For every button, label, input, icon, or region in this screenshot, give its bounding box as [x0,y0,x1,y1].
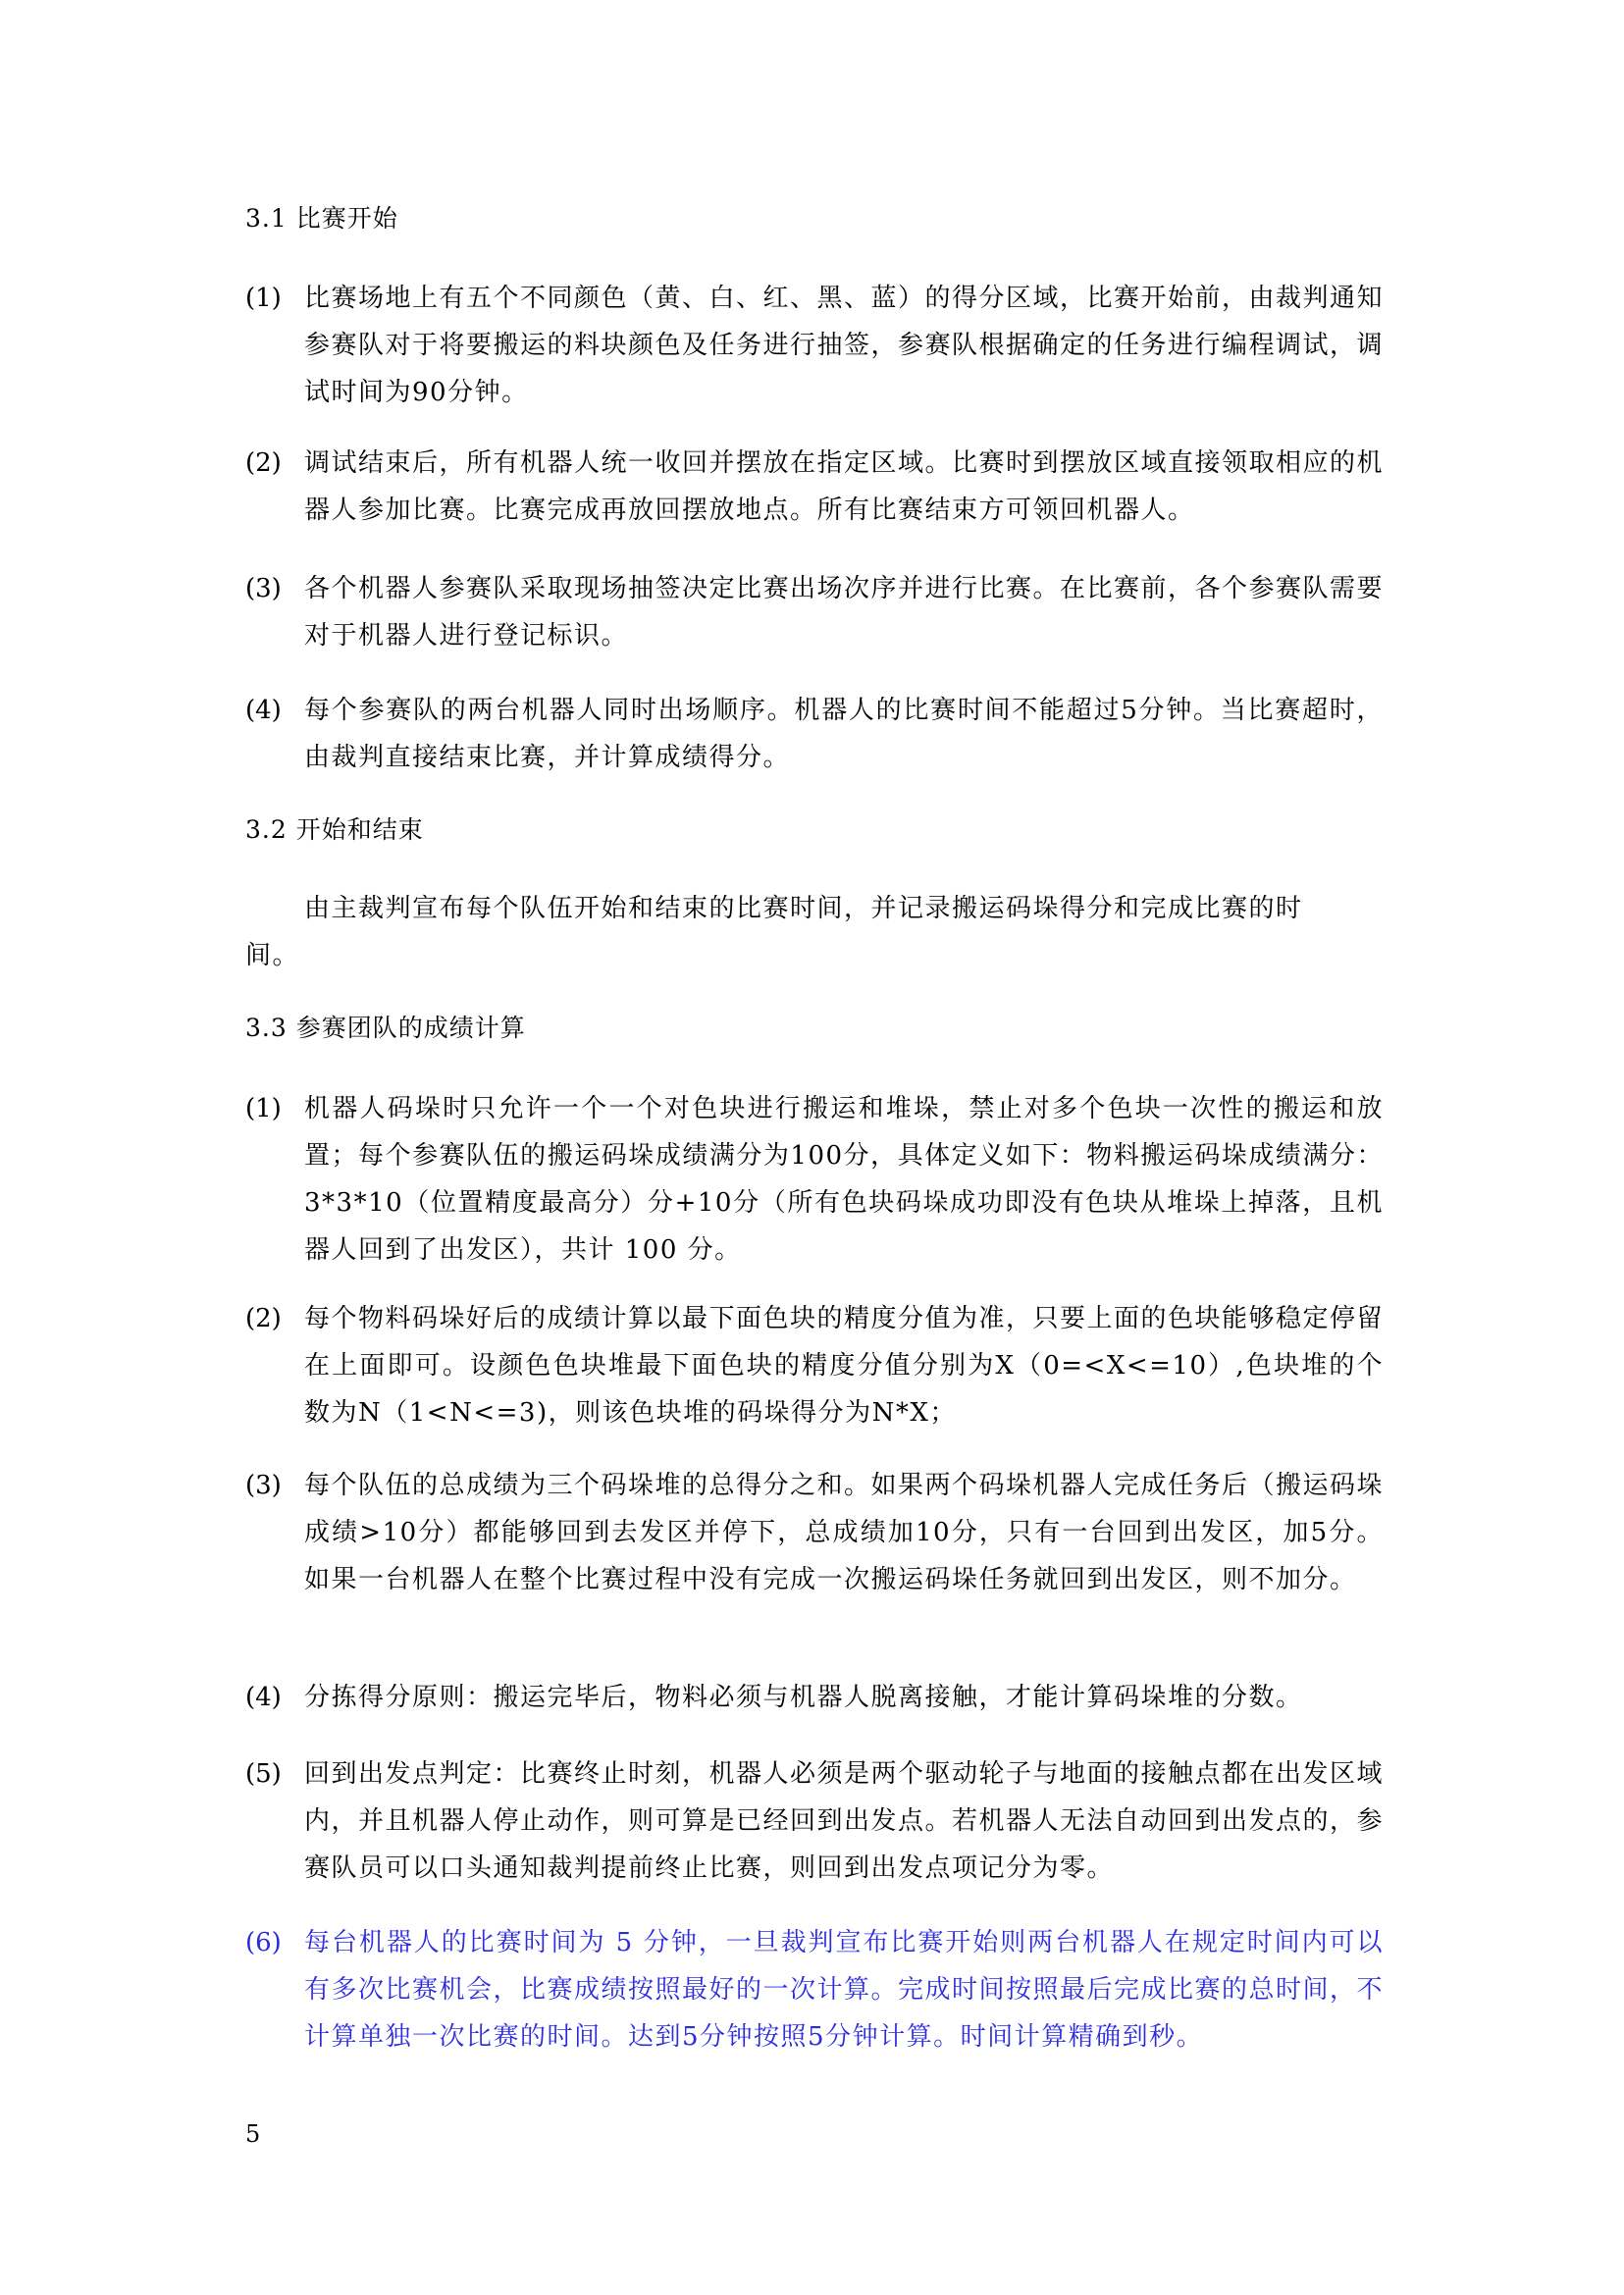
section-heading-3-3: 3.3 参赛团队的成绩计算 [245,1014,526,1042]
list-item-text: 回到出发点判定：比赛终止时刻，机器人必须是两个驱动轮子与地面的接触点都在出发区域内，并且机器人停止动作，则可算是已经回到出发点。若机器人无法自动回到出发点的，参赛队员可以口头通知裁判提前终止比赛，则回到出发点项记分为零。 [304,1759,1385,1883]
list-item [245,1085,1384,1274]
list-item-number: (6) [245,1928,282,1957]
list-item [245,440,1384,534]
list-item-highlighted [245,1919,1384,2060]
list-item-number: (2) [245,448,282,478]
list-item-text: 每个队伍的总成绩为三个码垛堆的总得分之和。如果两个码垛机器人完成任务后（搬运码垛成绩>10分）都能够回到去发区并停下，总成绩加10分，只有一台回到出发区，加5分。如果一台机器人在整个比赛过程中没有完成一次搬运码垛任务就回到出发区，则不加分。 [304,1471,1385,1594]
page-number: 5 [245,2120,261,2148]
list-item-number: (3) [245,574,282,603]
section-heading-3-2: 3.2 开始和结束 [245,815,424,844]
section-paragraph: 由主裁判宣布每个队伍开始和结束的比赛时间，并记录搬运码垛得分和完成比赛的时间。 [245,894,1303,970]
list-item [245,1750,1384,1892]
list-item-number: (5) [245,1759,282,1789]
list-item [245,565,1384,659]
section-heading-3-1: 3.1 比赛开始 [245,204,398,233]
list-item-text: 分拣得分原则：搬运完毕后，物料必须与机器人脱离接触，才能计算码垛堆的分数。 [304,1683,1303,1712]
list-item-number: (2) [245,1304,282,1333]
list-item [245,1295,1384,1436]
list-item-text: 比赛场地上有五个不同颜色（黄、白、红、黑、蓝）的得分区域，比赛开始前，由裁判通知参赛队对于将要搬运的料块颜色及任务进行抽签，参赛队根据确定的任务进行编程调试，调试时间为90分钟。 [304,284,1385,407]
list-item [245,687,1384,781]
list-item-text: 各个机器人参赛队采取现场抽签决定比赛出场次序并进行比赛。在比赛前，各个参赛队需要对于机器人进行登记标识。 [304,574,1385,651]
list-item-text: 调试结束后，所有机器人统一收回并摆放在指定区域。比赛时到摆放区域直接领取相应的机器人参加比赛。比赛完成再放回摆放地点。所有比赛结束方可领回机器人。 [304,448,1385,525]
list-item-text: 机器人码垛时只允许一个一个对色块进行搬运和堆垛，禁止对多个色块一次性的搬运和放置；每个参赛队伍的搬运码垛成绩满分为100分，具体定义如下：物料搬运码垛成绩满分：3*3*10（位置精度最高分）分+10分（所有色块码垛成功即没有色块从堆垛上掉落，且机器人回到了出发区），共计 100 分。 [304,1094,1384,1265]
list-item [245,275,1384,416]
list-item-number: (4) [245,1683,282,1712]
list-item-number: (4) [245,696,282,725]
list-item [245,1674,1384,1721]
list-item-text: 每个参赛队的两台机器人同时出场顺序。机器人的比赛时间不能超过5分钟。当比赛超时，由裁判直接结束比赛，并计算成绩得分。 [304,696,1384,772]
list-item [245,1462,1384,1603]
list-item-text: 每台机器人的比赛时间为 5 分钟，一旦裁判宣布比赛开始则两台机器人在规定时间内可以有多次比赛机会，比赛成绩按照最好的一次计算。完成时间按照最后完成比赛的总时间，不计算单独一次比赛的时间。达到5分钟按照5分钟计算。时间计算精确到秒。 [304,1928,1385,2052]
list-item-number: (1) [245,284,282,313]
list-item-number: (3) [245,1471,282,1500]
list-item-number: (1) [245,1094,282,1123]
list-item-text: 每个物料码垛好后的成绩计算以最下面色块的精度分值为准，只要上面的色块能够稳定停留在上面即可。设颜色色块堆最下面色块的精度分值分别为X（0=<X<=10）,色块堆的个数为N（1<N<=3)，则该色块堆的码垛得分为N*X； [304,1304,1385,1428]
